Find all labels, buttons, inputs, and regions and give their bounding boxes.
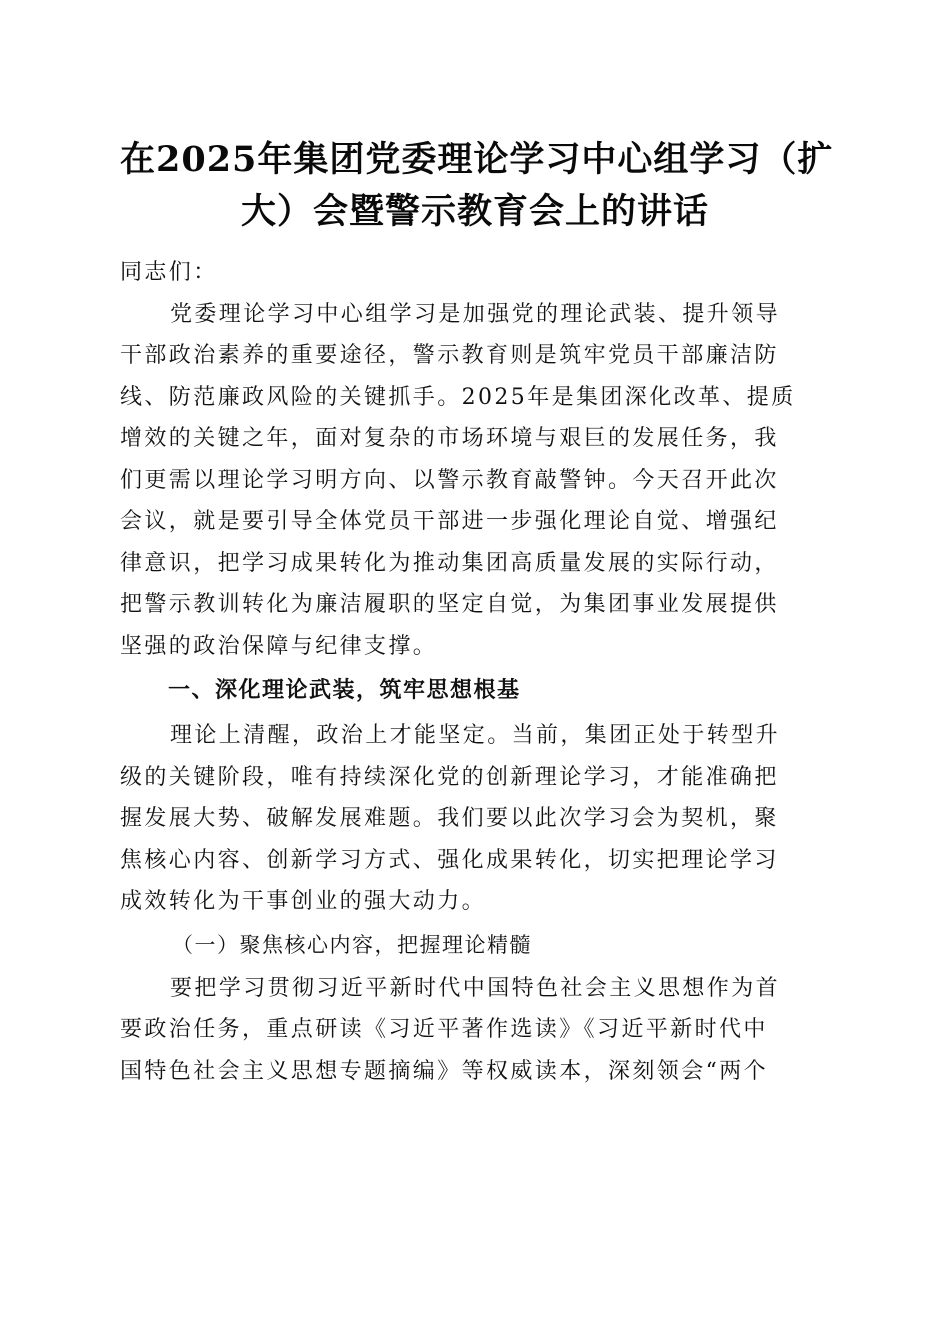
subsection-heading: （一）聚焦核心内容，把握理论精髓 <box>172 932 532 957</box>
title-line-1: 在2025年集团党委理论学习中心组学习（扩 <box>120 139 834 180</box>
paragraph-line: 线、防范廉政风险的关键抓手。2025年是集团深化改革、提质 <box>120 384 796 410</box>
section1-paragraph <box>120 715 824 923</box>
paragraph-line: 坚强的政治保障与纪律支撑。 <box>120 633 438 659</box>
paragraph-line: 律意识，把学习成果转化为推动集团高质量发展的实际行动， <box>120 550 779 576</box>
paragraph-line: 把警示教训转化为廉洁履职的坚定自觉，为集团事业发展提供 <box>120 592 779 617</box>
paragraph-line: 增效的关键之年，面对复杂的市场环境与艰巨的发展任务，我 <box>120 426 779 451</box>
paragraph-line: 党委理论学习中心组学习是加强党的理论武装、提升领导 <box>170 301 781 327</box>
paragraph-line: 成效转化为干事创业的强大动力。 <box>120 889 487 914</box>
title-line-2: 大）会暨警示教育会上的讲话 <box>240 191 709 232</box>
document-title <box>120 134 834 238</box>
subsection1-paragraph <box>120 968 824 1093</box>
salutation: 同志们： <box>120 260 218 285</box>
section-heading: 一、深化理论武装，筑牢思想根基 <box>168 678 521 703</box>
document-body <box>120 252 824 1092</box>
paragraph-line: 要政治任务，重点研读《习近平著作选读》《习近平新时代中 <box>120 1017 768 1042</box>
paragraph-line: 们更需以理论学习明方向、以警示教育敲警钟。今天召开此次 <box>120 467 779 493</box>
paragraph-line: 国特色社会主义思想专题摘编》等权威读本，深刻领会“两个 <box>120 1058 769 1084</box>
paragraph-line: 握发展大势、破解发展难题。我们要以此次学习会为契机，聚 <box>120 806 779 831</box>
paragraph-line: 会议，就是要引导全体党员干部进一步强化理论自觉、增强纪 <box>120 509 779 534</box>
paragraph-line: 级的关键阶段，唯有持续深化党的创新理论学习，才能准确把 <box>120 764 779 790</box>
paragraph-line: 焦核心内容、创新学习方式、强化成果转化，切实把理论学习 <box>120 847 779 873</box>
paragraph-line: 干部政治素养的重要途径，警示教育则是筑牢党员干部廉洁防 <box>120 343 779 368</box>
paragraph-line: 理论上清醒，政治上才能坚定。当前，集团正处于转型升 <box>170 723 781 748</box>
paragraph-line: 要把学习贯彻习近平新时代中国特色社会主义思想作为首 <box>170 975 781 1001</box>
intro-paragraph <box>120 294 824 668</box>
